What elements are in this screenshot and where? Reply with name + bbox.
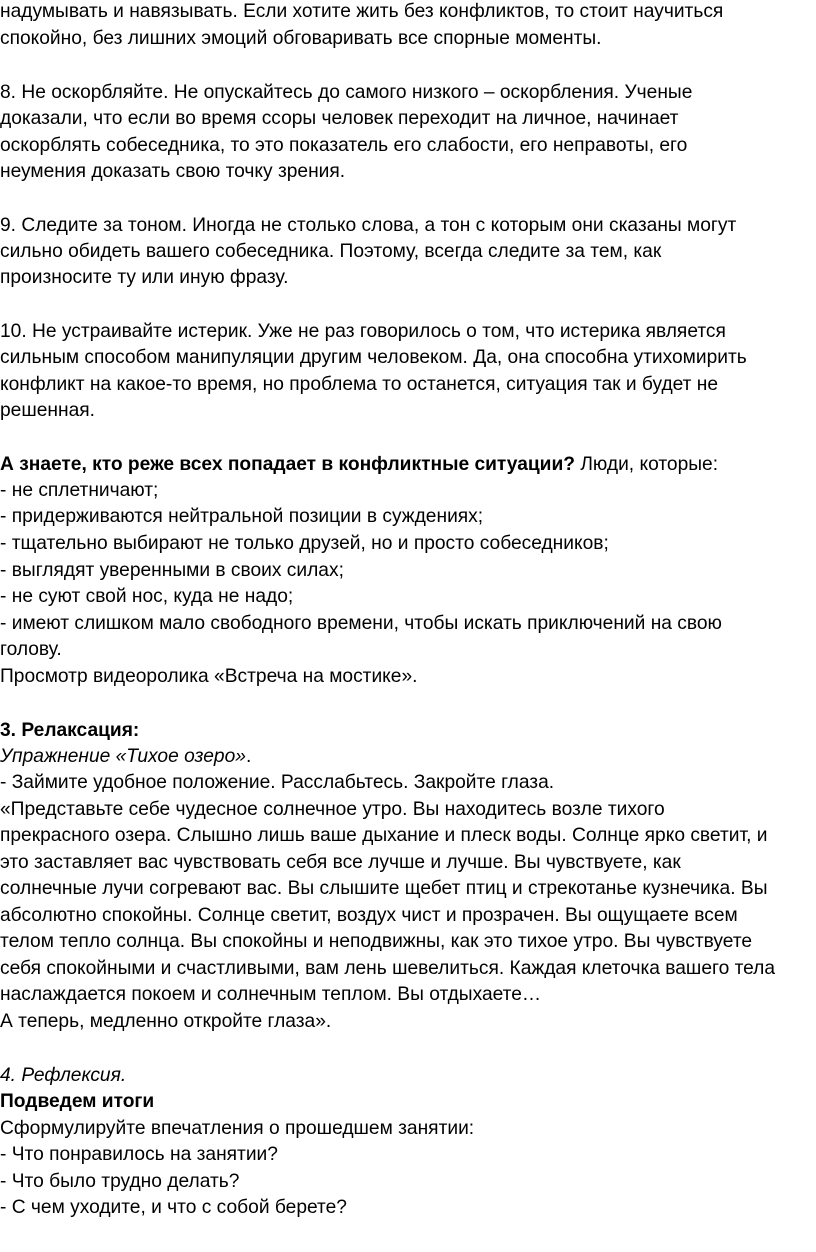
exercise-text-line-4: солнечные лучи согревают вас. Вы слышите щебет птиц и стрекотанье кузнечика. Вы (0, 878, 768, 899)
list-item: - выглядят уверенными в своих силах; (0, 560, 344, 581)
list-item-continuation: голову. (0, 639, 62, 660)
exercise-title-line (0, 746, 251, 768)
exercise-text-line-3: это заставляет вас чувствовать себя все лучше и лучше. Вы чувствуете, как (0, 852, 681, 873)
exercise-text-line-8: наслаждается покоем и солнечным теплом. Вы отдыхаете… (0, 984, 542, 1005)
section-3-heading: 3. Релаксация: (0, 720, 140, 741)
reflection-question: - Что было трудно делать? (0, 1171, 240, 1192)
rule-9-line-3: произносите ту или иную фразу. (0, 267, 289, 288)
rule-9-line-2: сильно обидеть вашего собеседника. Поэтому, всегда следите за тем, как (0, 241, 662, 262)
reflection-question: - Что понравилось на занятии? (0, 1144, 278, 1165)
reflection-question: - С чем уходите, и что с собой берете? (0, 1197, 347, 1218)
rule-8-line-4: неумения доказать свою точку зрения. (0, 161, 346, 182)
video-note: Просмотр видеоролика «Встреча на мостике». (0, 666, 418, 687)
list-item: - имеют слишком мало свободного времени, чтобы искать приключений на свою (0, 613, 722, 634)
question-line (0, 454, 718, 476)
section-4-heading: 4. Рефлексия. (0, 1065, 127, 1086)
exercise-text-line-7: себя спокойными и счастливыми, вам лень шевелиться. Каждая клеточка вашего тела (0, 958, 776, 979)
rule-10-line-2: сильным способом манипуляции другим человеком. Да, она способна утихомирить (0, 347, 747, 368)
paragraph-7-line-1: надумывать и навязывать. Если хотите жить без конфликтов, то стоит научиться (0, 1, 724, 22)
question-bold: А знаете, кто реже всех попадает в конфликтные ситуации? (0, 454, 575, 475)
exercise-text-line-2: прекрасного озера. Слышно лишь ваше дыхание и плеск воды. Солнце ярко светит, и (0, 825, 768, 846)
exercise-text-line-1: «Представьте себе чудесное солнечное утро. Вы находитесь возле тихого (0, 799, 665, 820)
list-item: - не сплетничают; (0, 480, 159, 501)
rule-10-line-1: 10. Не устраивайте истерик. Уже не раз говорилось о том, что истерика является (0, 321, 726, 342)
exercise-title-dot: . (245, 746, 252, 767)
rule-10-line-4: решенная. (0, 400, 95, 421)
list-item: - не суют свой нос, куда не надо; (0, 586, 294, 607)
exercise-text-line-6: телом тепло солнца. Вы спокойны и неподвижны, как это тихое утро. Вы чувствуете (0, 931, 753, 952)
summary-heading: Подведем итоги (0, 1091, 155, 1112)
rule-8-line-1: 8. Не оскорбляйте. Не опускайтесь до самого низкого – оскорбления. Ученые (0, 82, 693, 103)
rule-10-line-3: конфликт на какое-то время, но проблема то останется, ситуация так и будет не (0, 374, 719, 395)
list-item: - тщательно выбирают не только друзей, но и просто собеседников; (0, 533, 609, 554)
exercise-instruction: - Займите удобное положение. Расслабьтесь. Закройте глаза. (0, 772, 555, 793)
rule-8-line-2: доказали, что если во время ссоры человек переходит на личное, начинает (0, 108, 679, 129)
exercise-text-line-9: А теперь, медленно откройте глаза». (0, 1011, 332, 1032)
exercise-text-line-5: абсолютно спокойны. Солнце светит, воздух чист и прозрачен. Вы ощущаете всем (0, 905, 738, 926)
exercise-title: Упражнение «Тихое озеро» (0, 746, 246, 767)
rule-8-line-3: оскорблять собеседника, то это показатель его слабости, его неправоты, его (0, 135, 688, 156)
list-item: - придерживаются нейтральной позиции в суждениях; (0, 506, 484, 527)
rule-9-line-1: 9. Следите за тоном. Иногда не столько слова, а тон с которым они сказаны могут (0, 215, 737, 236)
paragraph-7-line-2: спокойно, без лишних эмоций обговаривать все спорные моменты. (0, 28, 602, 49)
reflection-prompt: Сформулируйте впечатления о прошедшем занятии: (0, 1118, 475, 1139)
question-rest: Люди, которые: (575, 454, 719, 475)
